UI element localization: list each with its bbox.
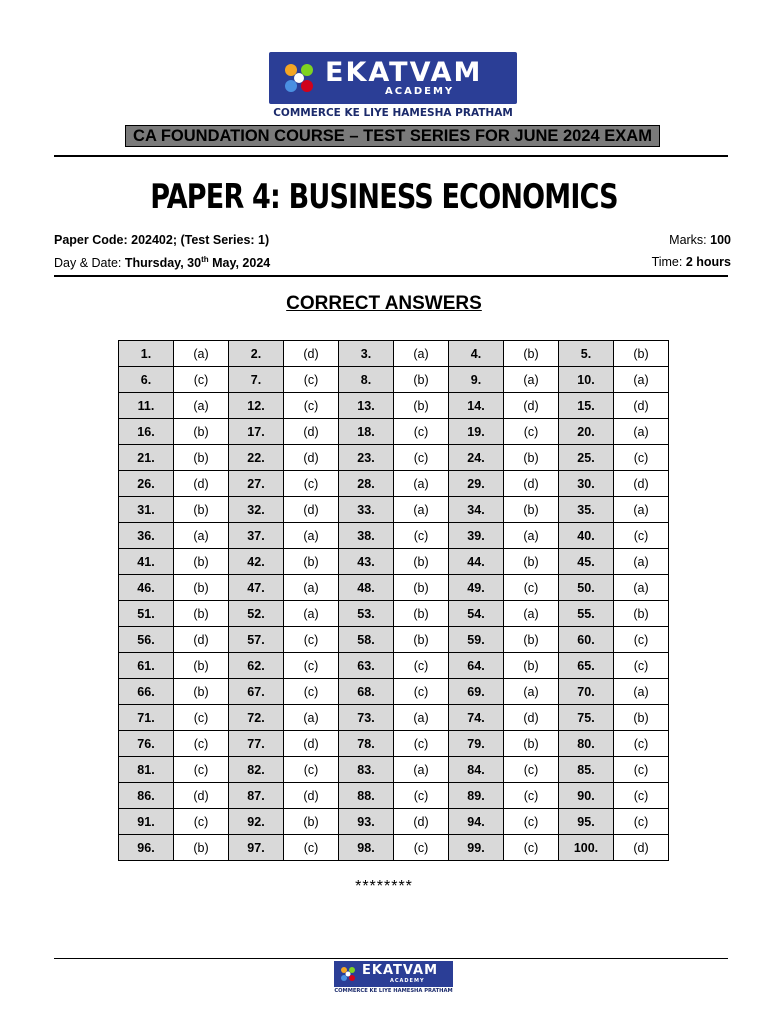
answer-cell: (a): [284, 601, 339, 627]
question-number: 20.: [559, 419, 614, 445]
answer-cell: (a): [614, 679, 669, 705]
question-number: 91.: [119, 809, 174, 835]
answer-cell: (c): [504, 809, 559, 835]
answer-cell: (b): [174, 653, 229, 679]
question-number: 44.: [449, 549, 504, 575]
logo-tagline: COMMERCE KE LIYE HAMESHA PRATHAM: [273, 107, 513, 119]
answer-cell: (a): [614, 367, 669, 393]
question-number: 17.: [229, 419, 284, 445]
answer-cell: (c): [284, 393, 339, 419]
answer-cell: (a): [284, 705, 339, 731]
paper-code: [54, 233, 269, 247]
answer-cell: (b): [394, 575, 449, 601]
question-number: 60.: [559, 627, 614, 653]
question-number: 67.: [229, 679, 284, 705]
answer-cell: (b): [614, 341, 669, 367]
question-number: 57.: [229, 627, 284, 653]
table-row: [119, 419, 669, 445]
question-number: 22.: [229, 445, 284, 471]
answer-cell: (c): [504, 419, 559, 445]
divider: [54, 275, 728, 277]
table-row: [119, 601, 669, 627]
answer-cell: (a): [614, 497, 669, 523]
question-number: 26.: [119, 471, 174, 497]
answer-cell: (c): [614, 523, 669, 549]
table-row: [119, 393, 669, 419]
question-number: 87.: [229, 783, 284, 809]
answer-cell: (d): [504, 705, 559, 731]
question-number: 32.: [229, 497, 284, 523]
answer-cell: (c): [284, 679, 339, 705]
date-label: Day & Date:: [54, 256, 122, 271]
footer-logo-subtitle: ACADEMY: [390, 978, 425, 984]
answer-cell: (b): [284, 809, 339, 835]
course-banner: CA FOUNDATION COURSE – TEST SERIES FOR JUNE 2024 EXAM: [125, 125, 660, 147]
question-number: 29.: [449, 471, 504, 497]
answer-cell: (b): [504, 497, 559, 523]
marks-value: 100: [710, 233, 731, 247]
paper-code-label: Paper Code:: [54, 233, 128, 247]
question-number: 55.: [559, 601, 614, 627]
question-number: 4.: [449, 341, 504, 367]
question-number: 95.: [559, 809, 614, 835]
question-number: 88.: [339, 783, 394, 809]
answer-cell: (c): [614, 445, 669, 471]
answer-cell: (b): [174, 497, 229, 523]
answer-cell: (a): [504, 601, 559, 627]
question-number: 37.: [229, 523, 284, 549]
answer-cell: (a): [614, 419, 669, 445]
answer-cell: (c): [174, 367, 229, 393]
answer-cell: (b): [394, 393, 449, 419]
answer-cell: (a): [394, 497, 449, 523]
question-number: 12.: [229, 393, 284, 419]
answer-cell: (c): [284, 835, 339, 861]
answer-cell: (c): [284, 627, 339, 653]
answer-cell: (c): [614, 731, 669, 757]
answer-cell: (c): [394, 679, 449, 705]
answer-cell: (c): [394, 731, 449, 757]
answer-cell: (a): [394, 341, 449, 367]
question-number: 83.: [339, 757, 394, 783]
answer-cell: (d): [614, 835, 669, 861]
question-number: 9.: [449, 367, 504, 393]
answer-cell: (a): [284, 575, 339, 601]
question-number: 13.: [339, 393, 394, 419]
question-number: 38.: [339, 523, 394, 549]
question-number: 33.: [339, 497, 394, 523]
question-number: 47.: [229, 575, 284, 601]
question-number: 42.: [229, 549, 284, 575]
question-number: 31.: [119, 497, 174, 523]
answer-cell: (c): [174, 705, 229, 731]
answer-cell: (c): [504, 835, 559, 861]
table-row: [119, 679, 669, 705]
question-number: 51.: [119, 601, 174, 627]
answers-title: CORRECT ANSWERS: [286, 293, 482, 314]
answer-cell: (d): [504, 471, 559, 497]
answer-cell: (b): [174, 679, 229, 705]
question-number: 61.: [119, 653, 174, 679]
table-row: [119, 367, 669, 393]
date-value: Thursday, 30th May, 2024: [124, 255, 271, 271]
question-number: 84.: [449, 757, 504, 783]
question-number: 78.: [339, 731, 394, 757]
question-number: 75.: [559, 705, 614, 731]
answer-cell: (c): [284, 471, 339, 497]
people-emblem-icon: [339, 965, 357, 983]
question-number: 49.: [449, 575, 504, 601]
answer-cell: (a): [174, 523, 229, 549]
day-date: [54, 255, 270, 270]
answer-cell: (b): [174, 419, 229, 445]
logo-subtitle: ACADEMY: [385, 86, 455, 97]
answer-cell: (b): [504, 653, 559, 679]
answer-cell: (d): [284, 497, 339, 523]
answer-cell: (b): [394, 549, 449, 575]
answer-cell: (c): [394, 445, 449, 471]
answer-cell: (d): [174, 783, 229, 809]
question-number: 74.: [449, 705, 504, 731]
answer-cell: (b): [174, 445, 229, 471]
table-row: [119, 731, 669, 757]
table-row: [119, 627, 669, 653]
answer-cell: (c): [394, 835, 449, 861]
question-number: 59.: [449, 627, 504, 653]
question-number: 62.: [229, 653, 284, 679]
question-number: 16.: [119, 419, 174, 445]
answer-cell: (b): [394, 627, 449, 653]
answer-cell: (b): [394, 367, 449, 393]
answer-cell: (c): [394, 783, 449, 809]
question-number: 54.: [449, 601, 504, 627]
answer-cell: (a): [504, 523, 559, 549]
question-number: 5.: [559, 341, 614, 367]
question-number: 53.: [339, 601, 394, 627]
answer-cell: (b): [504, 445, 559, 471]
question-number: 50.: [559, 575, 614, 601]
question-number: 69.: [449, 679, 504, 705]
question-number: 30.: [559, 471, 614, 497]
answer-cell: (b): [394, 601, 449, 627]
question-number: 21.: [119, 445, 174, 471]
question-number: 73.: [339, 705, 394, 731]
table-row: [119, 445, 669, 471]
table-row: [119, 809, 669, 835]
question-number: 39.: [449, 523, 504, 549]
time: [652, 255, 731, 269]
answer-cell: (b): [504, 341, 559, 367]
answer-cell: (b): [614, 705, 669, 731]
question-number: 82.: [229, 757, 284, 783]
marks-label: Marks:: [669, 233, 707, 247]
question-number: 8.: [339, 367, 394, 393]
answer-cell: (c): [284, 757, 339, 783]
question-number: 15.: [559, 393, 614, 419]
paper-title: PAPER 4: BUSINESS ECONOMICS: [150, 178, 618, 217]
question-number: 64.: [449, 653, 504, 679]
table-row: [119, 757, 669, 783]
question-number: 58.: [339, 627, 394, 653]
table-row: [119, 783, 669, 809]
answer-cell: (c): [174, 731, 229, 757]
answer-cell: (b): [284, 549, 339, 575]
question-number: 86.: [119, 783, 174, 809]
question-number: 81.: [119, 757, 174, 783]
question-number: 65.: [559, 653, 614, 679]
answer-cell: (d): [284, 419, 339, 445]
question-number: 52.: [229, 601, 284, 627]
answer-cell: (d): [394, 809, 449, 835]
answer-cell: (c): [614, 809, 669, 835]
answer-cell: (c): [614, 783, 669, 809]
answer-cell: (a): [174, 393, 229, 419]
table-row: [119, 523, 669, 549]
answer-cell: (d): [284, 731, 339, 757]
answer-cell: (a): [504, 679, 559, 705]
answer-cell: (b): [614, 601, 669, 627]
question-number: 25.: [559, 445, 614, 471]
answer-cell: (b): [174, 549, 229, 575]
answer-cell: (a): [394, 471, 449, 497]
answer-cell: (b): [504, 627, 559, 653]
question-number: 80.: [559, 731, 614, 757]
answer-cell: (d): [174, 627, 229, 653]
answer-cell: (b): [174, 601, 229, 627]
table-row: [119, 549, 669, 575]
answer-cell: (c): [174, 809, 229, 835]
answer-cell: (d): [284, 783, 339, 809]
footer-logo-name: EKATVAM: [362, 963, 439, 978]
question-number: 35.: [559, 497, 614, 523]
footer-logo: [334, 961, 453, 987]
question-number: 72.: [229, 705, 284, 731]
table-row: [119, 575, 669, 601]
table-row: [119, 835, 669, 861]
answer-cell: (a): [284, 523, 339, 549]
question-number: 90.: [559, 783, 614, 809]
question-number: 11.: [119, 393, 174, 419]
question-number: 43.: [339, 549, 394, 575]
table-row: [119, 705, 669, 731]
question-number: 77.: [229, 731, 284, 757]
question-number: 23.: [339, 445, 394, 471]
answer-cell: (c): [394, 419, 449, 445]
question-number: 48.: [339, 575, 394, 601]
question-number: 14.: [449, 393, 504, 419]
answer-cell: (d): [284, 445, 339, 471]
answer-cell: (c): [284, 653, 339, 679]
question-number: 7.: [229, 367, 284, 393]
footer-divider: [54, 958, 728, 959]
question-number: 27.: [229, 471, 284, 497]
question-number: 96.: [119, 835, 174, 861]
ekatvam-logo: [269, 52, 517, 104]
question-number: 46.: [119, 575, 174, 601]
question-number: 85.: [559, 757, 614, 783]
answer-cell: (a): [504, 367, 559, 393]
question-number: 41.: [119, 549, 174, 575]
answer-cell: (d): [614, 471, 669, 497]
question-number: 24.: [449, 445, 504, 471]
question-number: 79.: [449, 731, 504, 757]
question-number: 28.: [339, 471, 394, 497]
question-number: 3.: [339, 341, 394, 367]
question-number: 68.: [339, 679, 394, 705]
question-number: 1.: [119, 341, 174, 367]
answer-cell: (d): [504, 393, 559, 419]
answer-cell: (c): [174, 757, 229, 783]
question-number: 97.: [229, 835, 284, 861]
answer-cell: (b): [174, 575, 229, 601]
answer-cell: (c): [394, 653, 449, 679]
answer-cell: (c): [284, 367, 339, 393]
question-number: 98.: [339, 835, 394, 861]
logo-name: EKATVAM: [325, 57, 483, 88]
question-number: 45.: [559, 549, 614, 575]
answer-cell: (c): [614, 757, 669, 783]
time-label: Time:: [651, 255, 683, 269]
answer-cell: (c): [504, 757, 559, 783]
answer-cell: (a): [614, 575, 669, 601]
question-number: 94.: [449, 809, 504, 835]
question-number: 71.: [119, 705, 174, 731]
question-number: 6.: [119, 367, 174, 393]
answer-cell: (b): [504, 731, 559, 757]
answer-cell: (c): [394, 523, 449, 549]
question-number: 89.: [449, 783, 504, 809]
answer-cell: (d): [284, 341, 339, 367]
question-number: 99.: [449, 835, 504, 861]
answer-cell: (a): [394, 757, 449, 783]
table-row: [119, 653, 669, 679]
end-marker: ********: [355, 878, 413, 895]
answer-cell: (d): [614, 393, 669, 419]
answer-key-table: [118, 340, 669, 861]
answer-cell: (c): [504, 783, 559, 809]
question-number: 66.: [119, 679, 174, 705]
answer-cell: (c): [614, 627, 669, 653]
question-number: 63.: [339, 653, 394, 679]
answer-cell: (a): [614, 549, 669, 575]
question-number: 93.: [339, 809, 394, 835]
footer-tagline: COMMERCE KE LIYE HAMESHA PRATHAM: [334, 988, 453, 994]
marks: [669, 233, 731, 247]
question-number: 100.: [559, 835, 614, 861]
answer-cell: (a): [394, 705, 449, 731]
time-value: 2 hours: [685, 255, 731, 269]
divider: [54, 155, 728, 157]
answer-cell: (a): [174, 341, 229, 367]
question-number: 18.: [339, 419, 394, 445]
table-row: [119, 497, 669, 523]
question-number: 40.: [559, 523, 614, 549]
people-emblem-icon: [281, 60, 317, 96]
question-number: 70.: [559, 679, 614, 705]
answer-cell: (c): [614, 653, 669, 679]
question-number: 76.: [119, 731, 174, 757]
question-number: 10.: [559, 367, 614, 393]
paper-code-value: 202402; (Test Series: 1): [131, 233, 270, 247]
question-number: 2.: [229, 341, 284, 367]
question-number: 92.: [229, 809, 284, 835]
question-number: 34.: [449, 497, 504, 523]
question-number: 56.: [119, 627, 174, 653]
table-row: [119, 471, 669, 497]
answer-cell: (d): [174, 471, 229, 497]
question-number: 36.: [119, 523, 174, 549]
table-row: [119, 341, 669, 367]
question-number: 19.: [449, 419, 504, 445]
answer-cell: (c): [504, 575, 559, 601]
answer-cell: (b): [504, 549, 559, 575]
answer-cell: (b): [174, 835, 229, 861]
